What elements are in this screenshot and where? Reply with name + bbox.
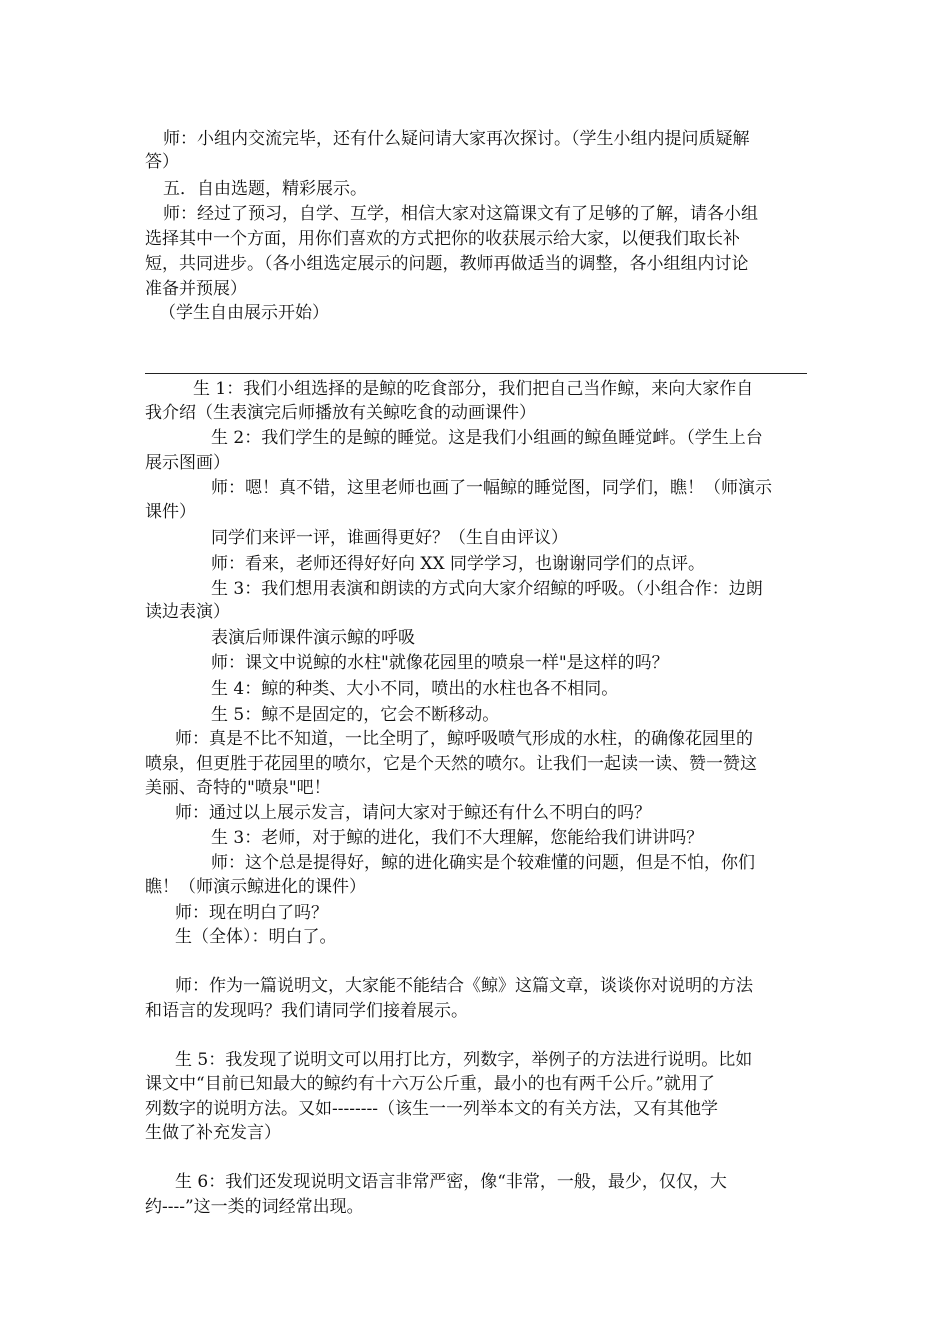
paragraph-line: 生 5：鲸不是固定的，它会不断移动。: [211, 705, 500, 725]
paragraph-line: 生 2：我们学生的是鲸的睡觉。这是我们小组画的鲸鱼睡觉衅。（学生上台: [211, 428, 763, 448]
paragraph-line: 列数字的说明方法。又如--------（该生一一列举本文的有关方法，又有其他学: [145, 1099, 718, 1119]
paragraph-line: 喷泉，但更胜于花园里的喷尔，它是个天然的喷尔。让我们一起读一读、赞一赞这: [145, 754, 757, 774]
paragraph-line: 生 5：我发现了说明文可以用打比方，列数字，举例子的方法进行说明。比如: [175, 1050, 753, 1070]
paragraph-line: 生 3：老师，对于鲸的进化，我们不大理解，您能给我们讲讲吗？: [211, 828, 704, 848]
paragraph-line: 师：看来，老师还得好好向 XX 同学学习，也谢谢同学们的点评。: [211, 554, 706, 574]
paragraph-line: （学生自由展示开始）: [159, 303, 329, 323]
paragraph-line: 生（全体）：明白了。: [175, 927, 337, 947]
paragraph-line: 同学们来评一评，谁画得更好？（生自由评议）: [211, 528, 568, 548]
paragraph-line: 答）: [145, 152, 179, 172]
paragraph-line: 美丽、奇特的"喷泉"吧！: [145, 778, 331, 798]
paragraph-line: 短，共同进步。（各小组选定展示的问题，教师再做适当的调整，各小组组内讨论: [145, 254, 749, 274]
paragraph-line: 师：这个总是提得好，鲸的进化确实是个较难懂的问题，但是不怕，你们: [211, 853, 755, 873]
horizontal-rule: [145, 373, 807, 374]
paragraph-line: 读边表演）: [145, 602, 230, 622]
paragraph-line: 师：真是不比不知道，一比全明了，鲸呼吸喷气形成的水柱，的确像花园里的: [175, 729, 753, 749]
paragraph-line: 师：作为一篇说明文，大家能不能结合《鲸》这篇文章，谈谈你对说明的方法: [175, 976, 753, 996]
paragraph-line: 师：通过以上展示发言，请问大家对于鲸还有什么不明白的吗？: [175, 803, 651, 823]
paragraph-line: 选择其中一个方面，用你们喜欢的方式把你的收获展示给大家，以便我们取长补: [145, 229, 740, 249]
section-heading: 五．自由选题，精彩展示。: [163, 179, 367, 199]
paragraph-line: 师：经过了预习，自学、互学，相信大家对这篇课文有了足够的了解，请各小组: [163, 204, 758, 224]
paragraph-line: 生 1：我们小组选择的是鲸的吃食部分，我们把自己当作鲸，来向大家作自: [193, 379, 754, 399]
paragraph-line: 生 6：我们还发现说明文语言非常严密，像“非常，一般，最少，仅仅，大: [175, 1172, 727, 1192]
paragraph-line: 师：嗯！真不错，这里老师也画了一幅鲸的睡觉图，同学们，瞧！（师演示: [211, 478, 772, 498]
paragraph-line: 课文中“目前已知最大的鲸约有十六万公斤重，最小的也有两千公斤。”就用了: [145, 1074, 715, 1094]
paragraph-line: 准备并预展）: [145, 279, 247, 299]
paragraph-line: 课件）: [145, 502, 196, 522]
paragraph-line: 瞧！（师演示鲸进化的课件）: [145, 877, 366, 897]
paragraph-line: 师：小组内交流完毕，还有什么疑问请大家再次探讨。（学生小组内提问质疑解: [163, 129, 750, 149]
paragraph-line: 生 4：鲸的种类、大小不同，喷出的水柱也各不相同。: [211, 679, 619, 699]
paragraph-line: 师：课文中说鲸的水柱"就像花园里的喷泉一样"是这样的吗？: [211, 653, 669, 673]
paragraph-line: 生 3：我们想用表演和朗读的方式向大家介绍鲸的呼吸。（小组合作：边朗: [211, 579, 763, 599]
paragraph-line: 约----”这一类的词经常出现。: [145, 1197, 364, 1217]
paragraph-line: 和语言的发现吗？我们请同学们接着展示。: [145, 1001, 468, 1021]
paragraph-line: 师：现在明白了吗？: [175, 903, 328, 923]
paragraph-line: 展示图画）: [145, 453, 230, 473]
paragraph-line: 生做了补充发言）: [145, 1123, 281, 1143]
paragraph-line: 我介绍（生表演完后师播放有关鲸吃食的动画课件）: [145, 403, 536, 423]
paragraph-line: 表演后师课件演示鲸的呼吸: [211, 628, 415, 648]
